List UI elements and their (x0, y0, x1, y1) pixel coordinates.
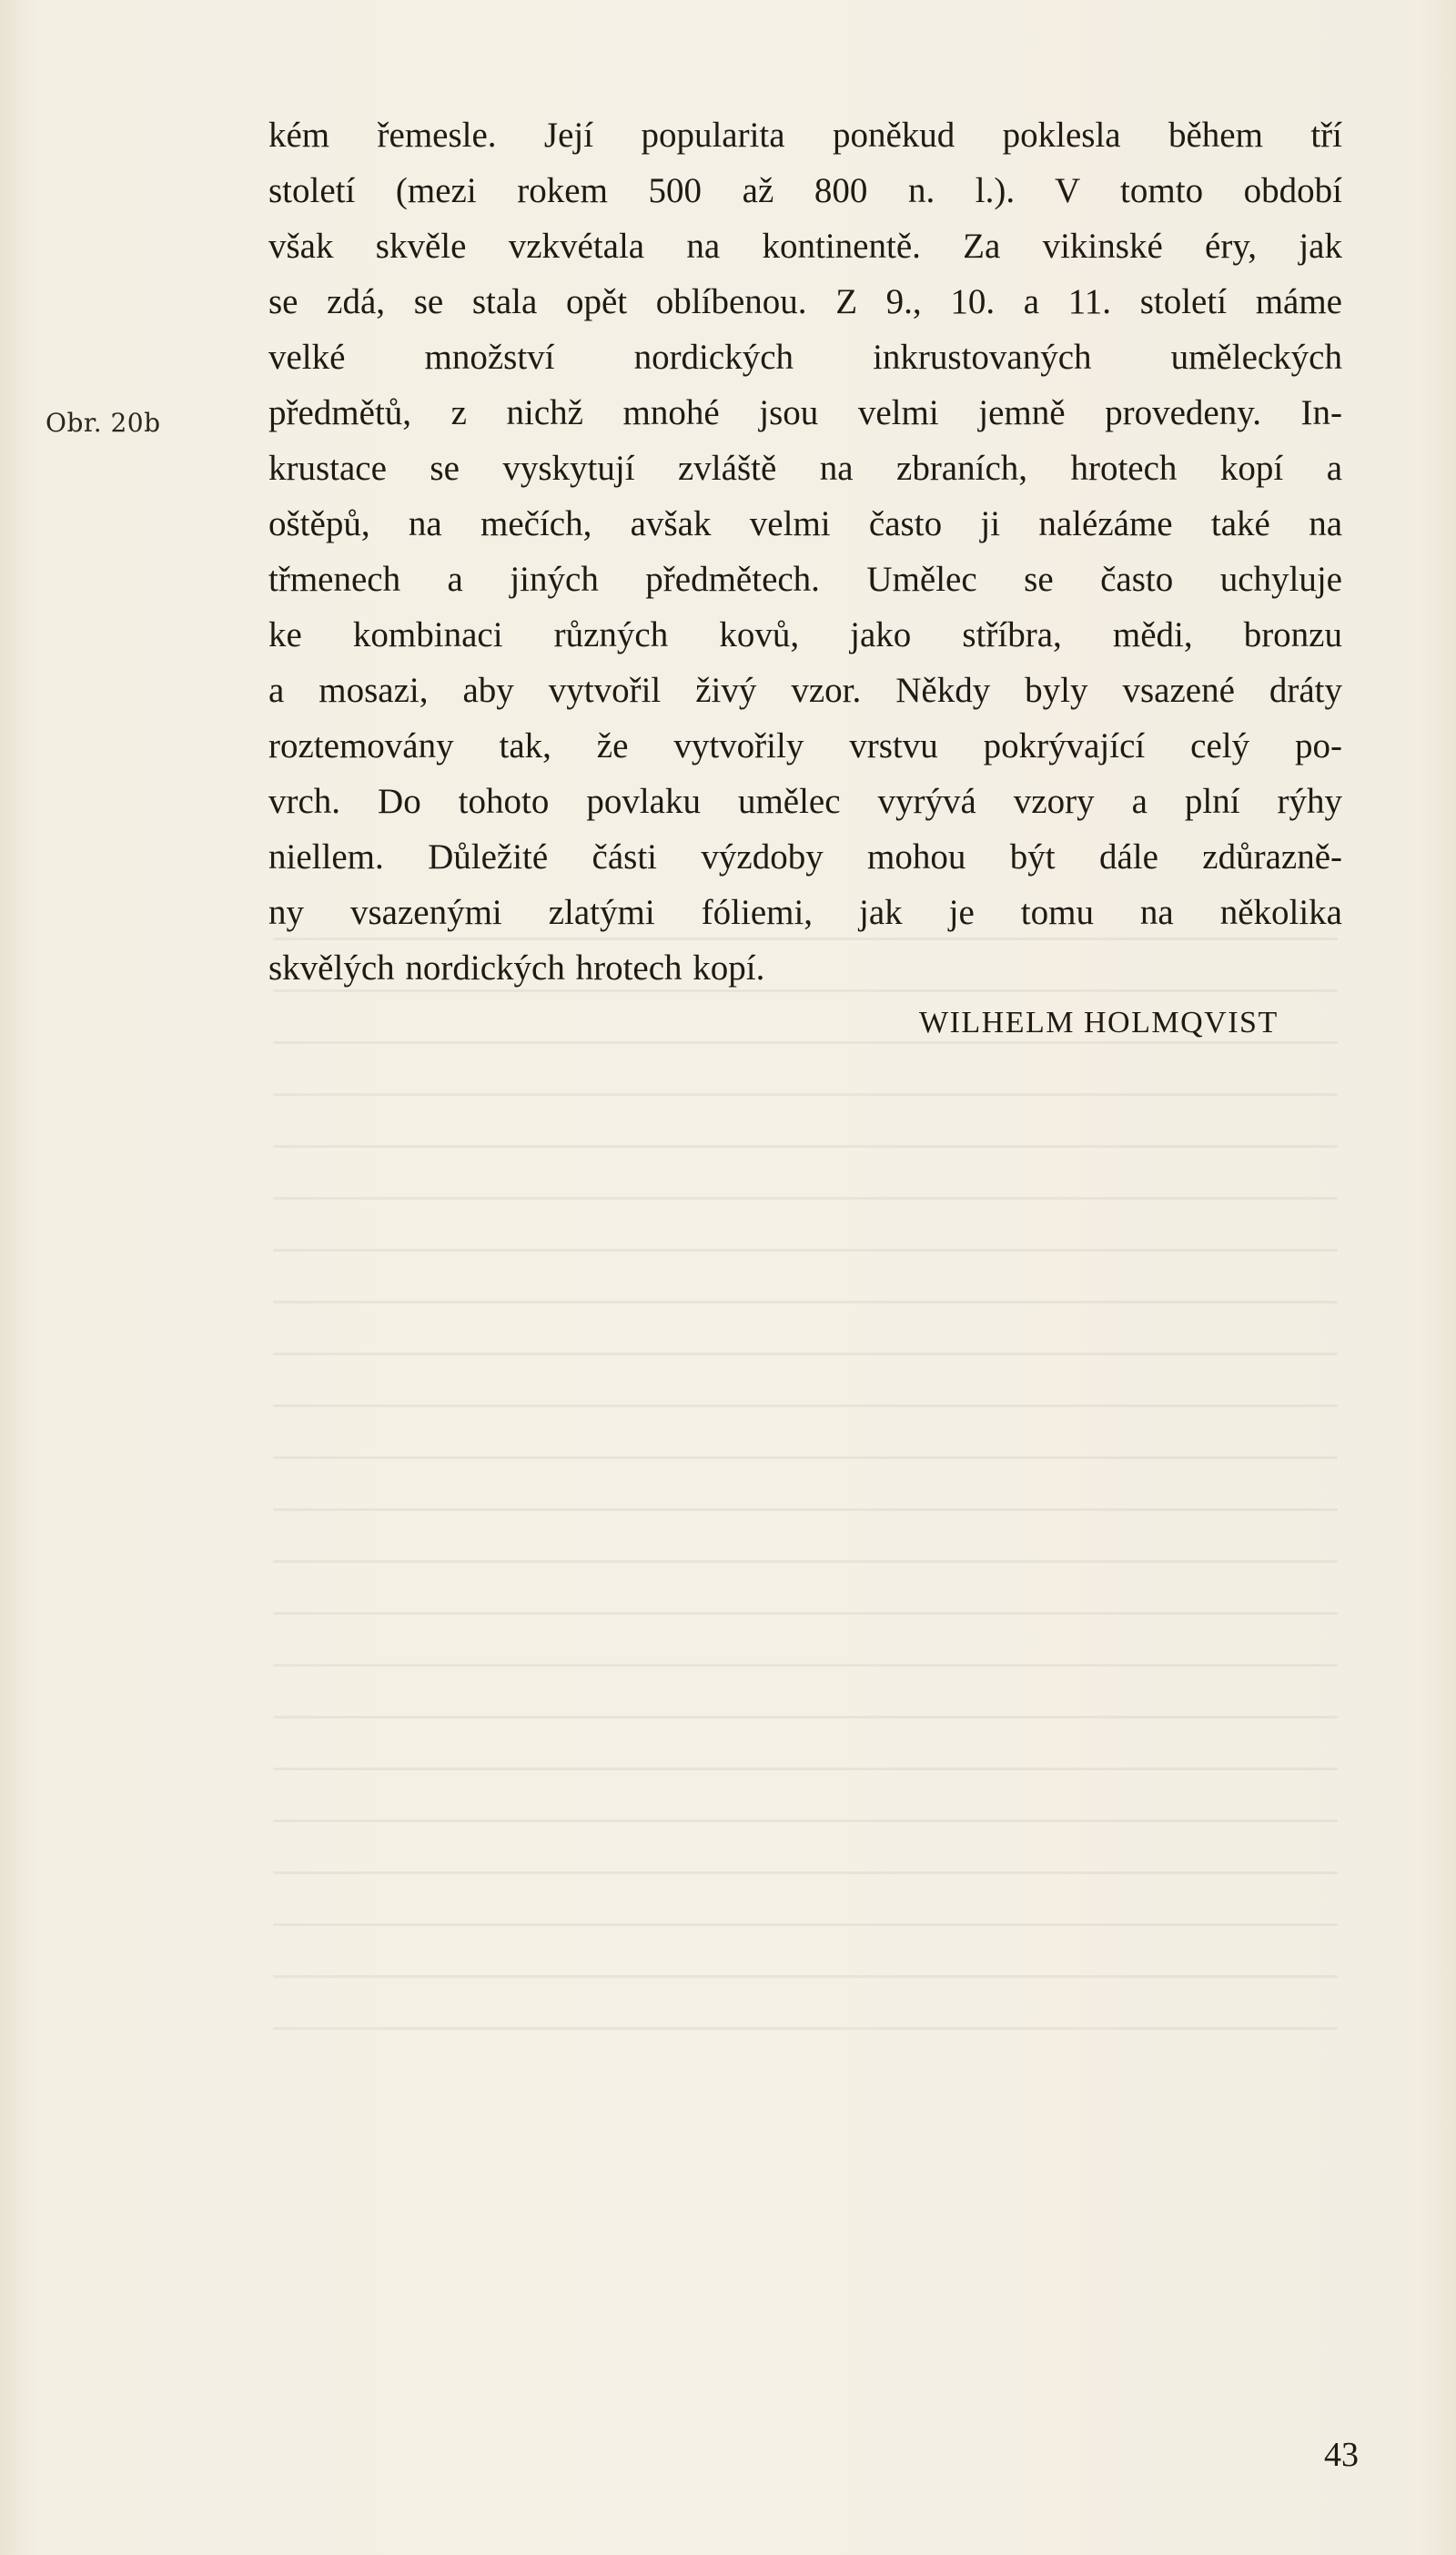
text-line: ke kombinaci různých kovů, jako stříbra, mědi, bronzu (268, 615, 1342, 654)
text-line: ny vsazenými zlatými fóliemi, jak je tomu na několika (268, 893, 1342, 932)
text-line: oštěpů, na mečích, avšak velmi často ji nalézáme také na (268, 504, 1342, 543)
text-line: roztemovány tak, že vytvořily vrstvu pokrývající celý po- (268, 726, 1342, 765)
text-line: se zdá, se stala opět oblíbenou. Z 9., 10. a 11. století máme (268, 282, 1342, 321)
author-signature: WILHELM HOLMQVIST (919, 1006, 1279, 1039)
text-line: velké množství nordických inkrustovaných uměleckých (268, 338, 1342, 377)
text-line: skvělých nordických hrotech kopí. (268, 948, 765, 988)
text-line: krustace se vyskytují zvláště na zbraních, hrotech kopí a (268, 449, 1342, 488)
body-text (268, 107, 1342, 996)
figure-reference: Obr. 20b (46, 408, 161, 438)
text-line: niellem. Důležité části výzdoby mohou být dále zdůrazně- (268, 837, 1342, 877)
text-line: století (mezi rokem 500 až 800 n. l.). V tomto období (268, 171, 1342, 210)
text-line: předmětů, z nichž mnohé jsou velmi jemně provedeny. In- (268, 393, 1342, 432)
text-line: kém řemesle. Její popularita poněkud poklesla během tří (268, 116, 1342, 155)
page-number: 43 (1324, 2436, 1359, 2474)
text-line: vrch. Do tohoto povlaku umělec vyrývá vzory a plní rýhy (268, 782, 1342, 821)
text-line: a mosazi, aby vytvořil živý vzor. Někdy byly vsazené dráty (268, 671, 1342, 710)
bleed-through-texture (273, 938, 1338, 2103)
text-line: třmenech a jiných předmětech. Umělec se často uchyluje (268, 560, 1342, 599)
text-line: však skvěle vzkvétala na kontinentě. Za vikinské éry, jak (268, 227, 1342, 266)
